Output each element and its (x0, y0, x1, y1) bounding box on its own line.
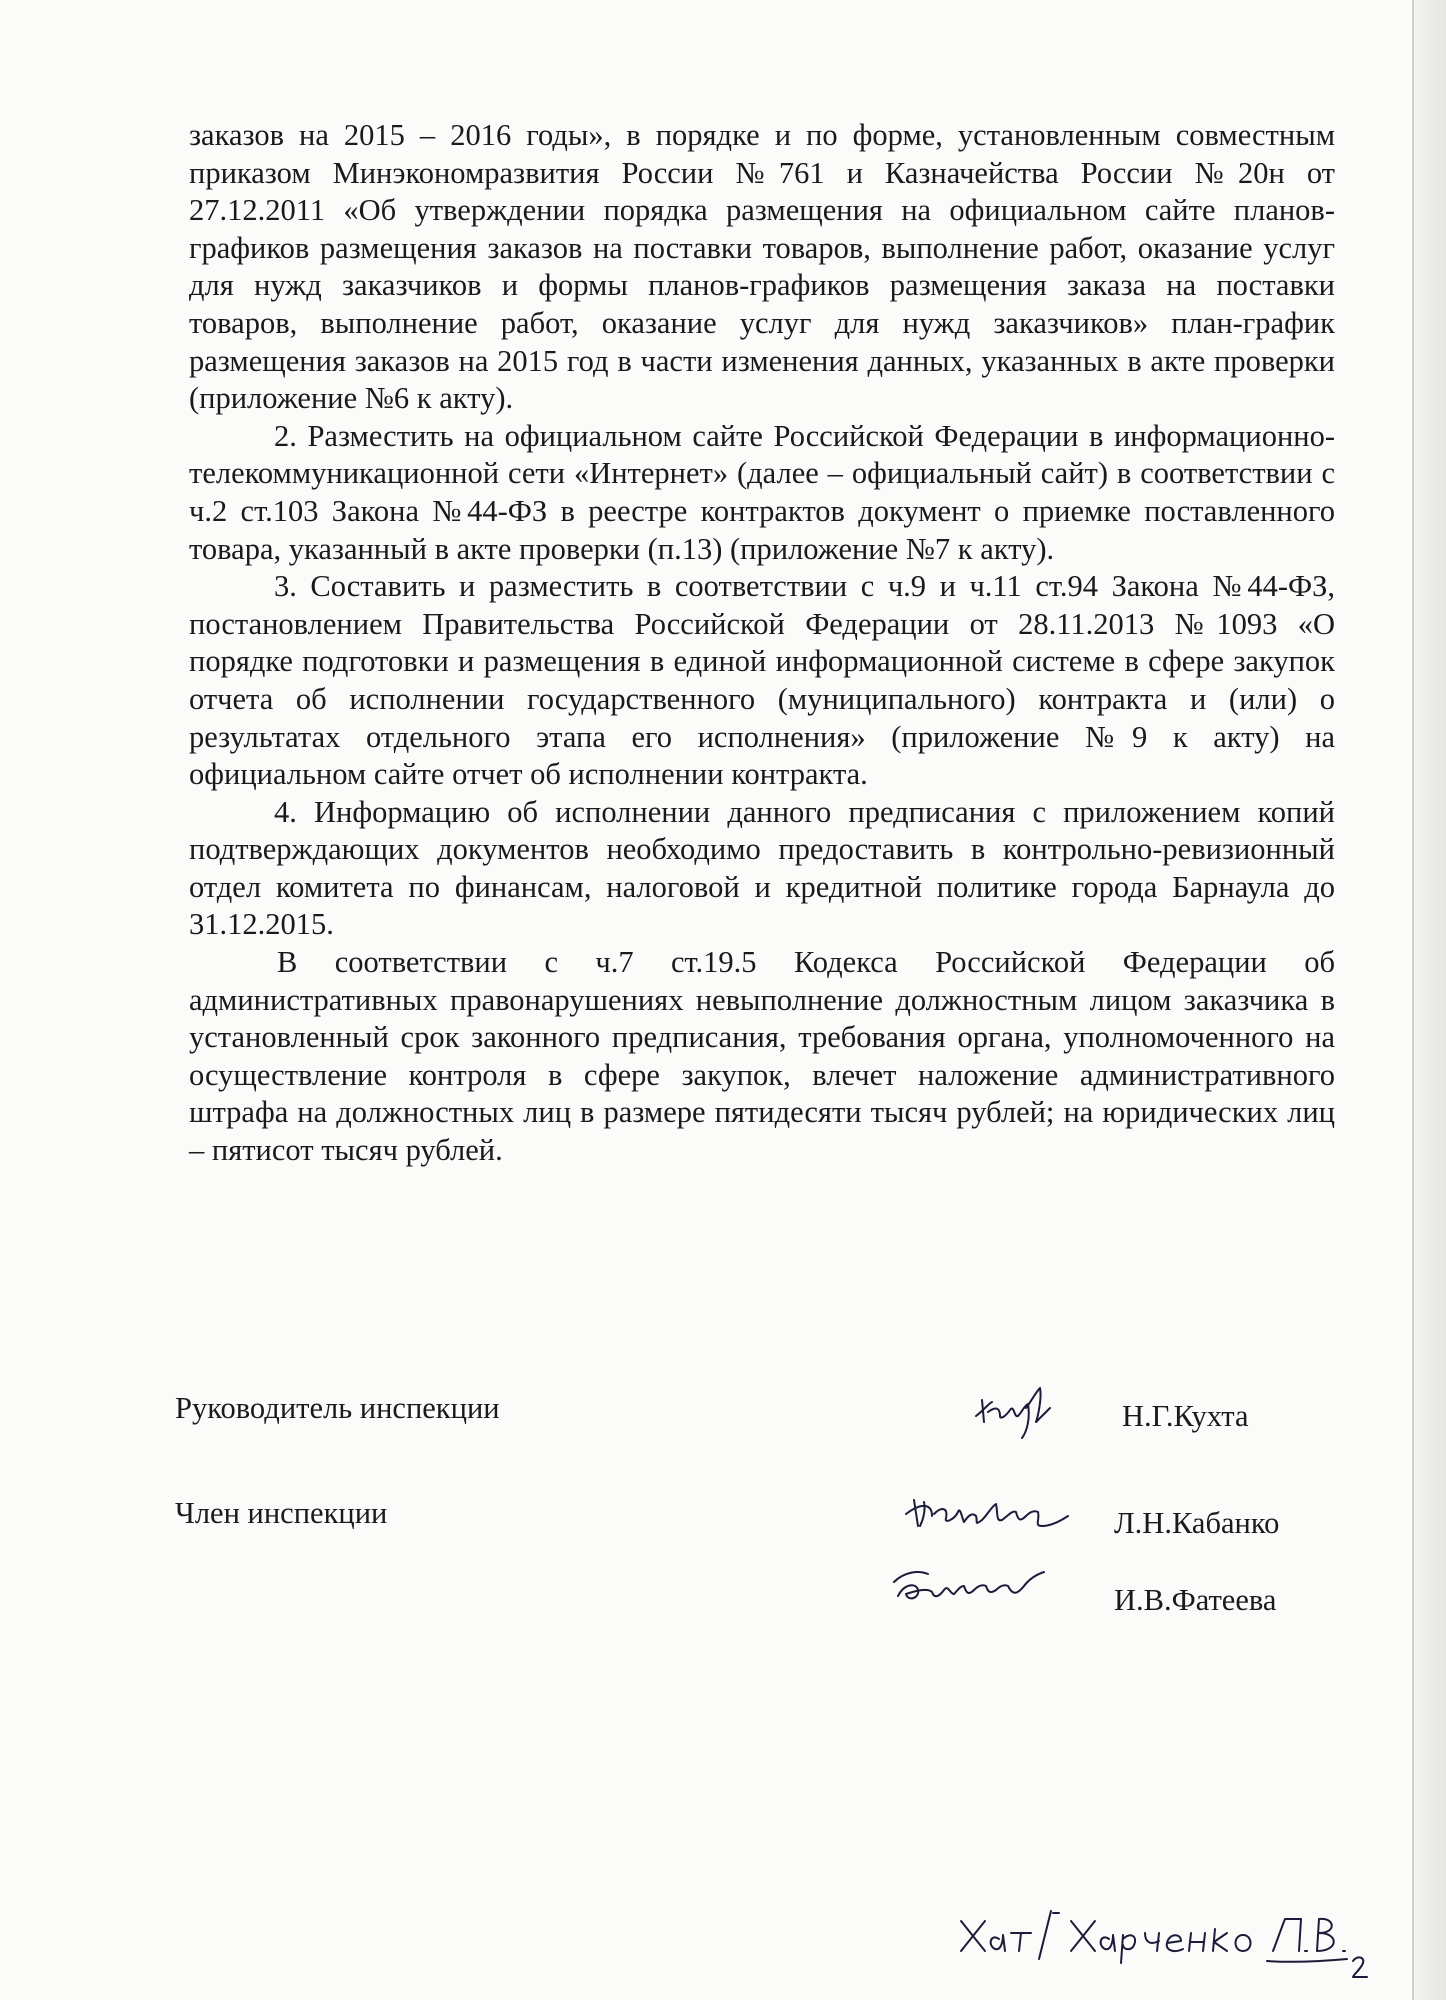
handwritten-footnote (955, 1905, 1375, 1985)
head-name: Н.Г.Кухта (1122, 1399, 1249, 1433)
paragraph-item-3: 3. Составить и разместить в соответствии с ч.9 и ч.11 ст.94 Закона №44-ФЗ, постановлением Правительства Российской Федерации от 28.11.2013 №1093 «О порядке подготовки и размещения в единой информационной системе в сфере закупок отчета об исполнении государственного (муниципального) контракта и (или) о результатах отдельного этапа его исполнения» (приложение №9 к акту) на официальном сайте отчет об исполнении контракта. (189, 569, 1335, 792)
member-name: Л.Н.Кабанко (1114, 1506, 1280, 1540)
paragraph-penalty: В соответствии с ч.7 ст.19.5 Кодекса Российской Федерации об административных правонарушениях невыполнение должностным лицом заказчика в установленный срок законного предписания, требования органа, уполномоченного на осуществление контроля в сфере закупок, влечет наложение административного штрафа на должностных лиц в размере пятидесяти тысяч рублей; на юридических лиц – пятисот тысяч рублей. (189, 945, 1335, 1168)
member2-name: И.В.Фатеева (1114, 1583, 1277, 1617)
paragraph-item-4: 4. Информацию об исполнении данного предписания с приложением копий подтверждающих документов необходимо предоставить в контрольно-ревизионный отдел комитета по финансам, налоговой и кредитной политике города Барнаула до 31.12.2015. (189, 794, 1335, 942)
member-role-label: Член инспекции (175, 1496, 388, 1530)
head-role-label: Руководитель инспекции (175, 1391, 500, 1425)
paragraph-continuation: заказов на 2015 – 2016 годы», в порядке и по форме, установленным совместным приказом Минэкономразвития России №761 и Казначейства России №20н от 27.12.2011 «Об утверждении порядка размещения на официальном сайте планов-графиков размещения заказов на поставки товаров, выполнение работ, оказание услуг для нужд заказчиков и формы планов-графиков размещения заказа на поставки товаров, выполнение работ, оказание услуг для нужд заказчиков» план-график размещения заказов на 2015 год в части изменения данных, указанных в акте проверки (приложение №6 к акту). (189, 118, 1335, 416)
paragraph-item-2: 2. Разместить на официальном сайте Российской Федерации в информационно-телекоммуникационной сети «Интернет» (далее – официальный сайт) в соответствии с ч.2 ст.103 Закона №44-ФЗ в реестре контрактов документ о приемке поставленного товара, указанный в акте проверки (п.13) (приложение №7 к акту). (189, 418, 1335, 566)
signature-fateeva (888, 1560, 1048, 1610)
signature-kabanko (902, 1486, 1072, 1536)
signature-kukhta (970, 1382, 1070, 1442)
